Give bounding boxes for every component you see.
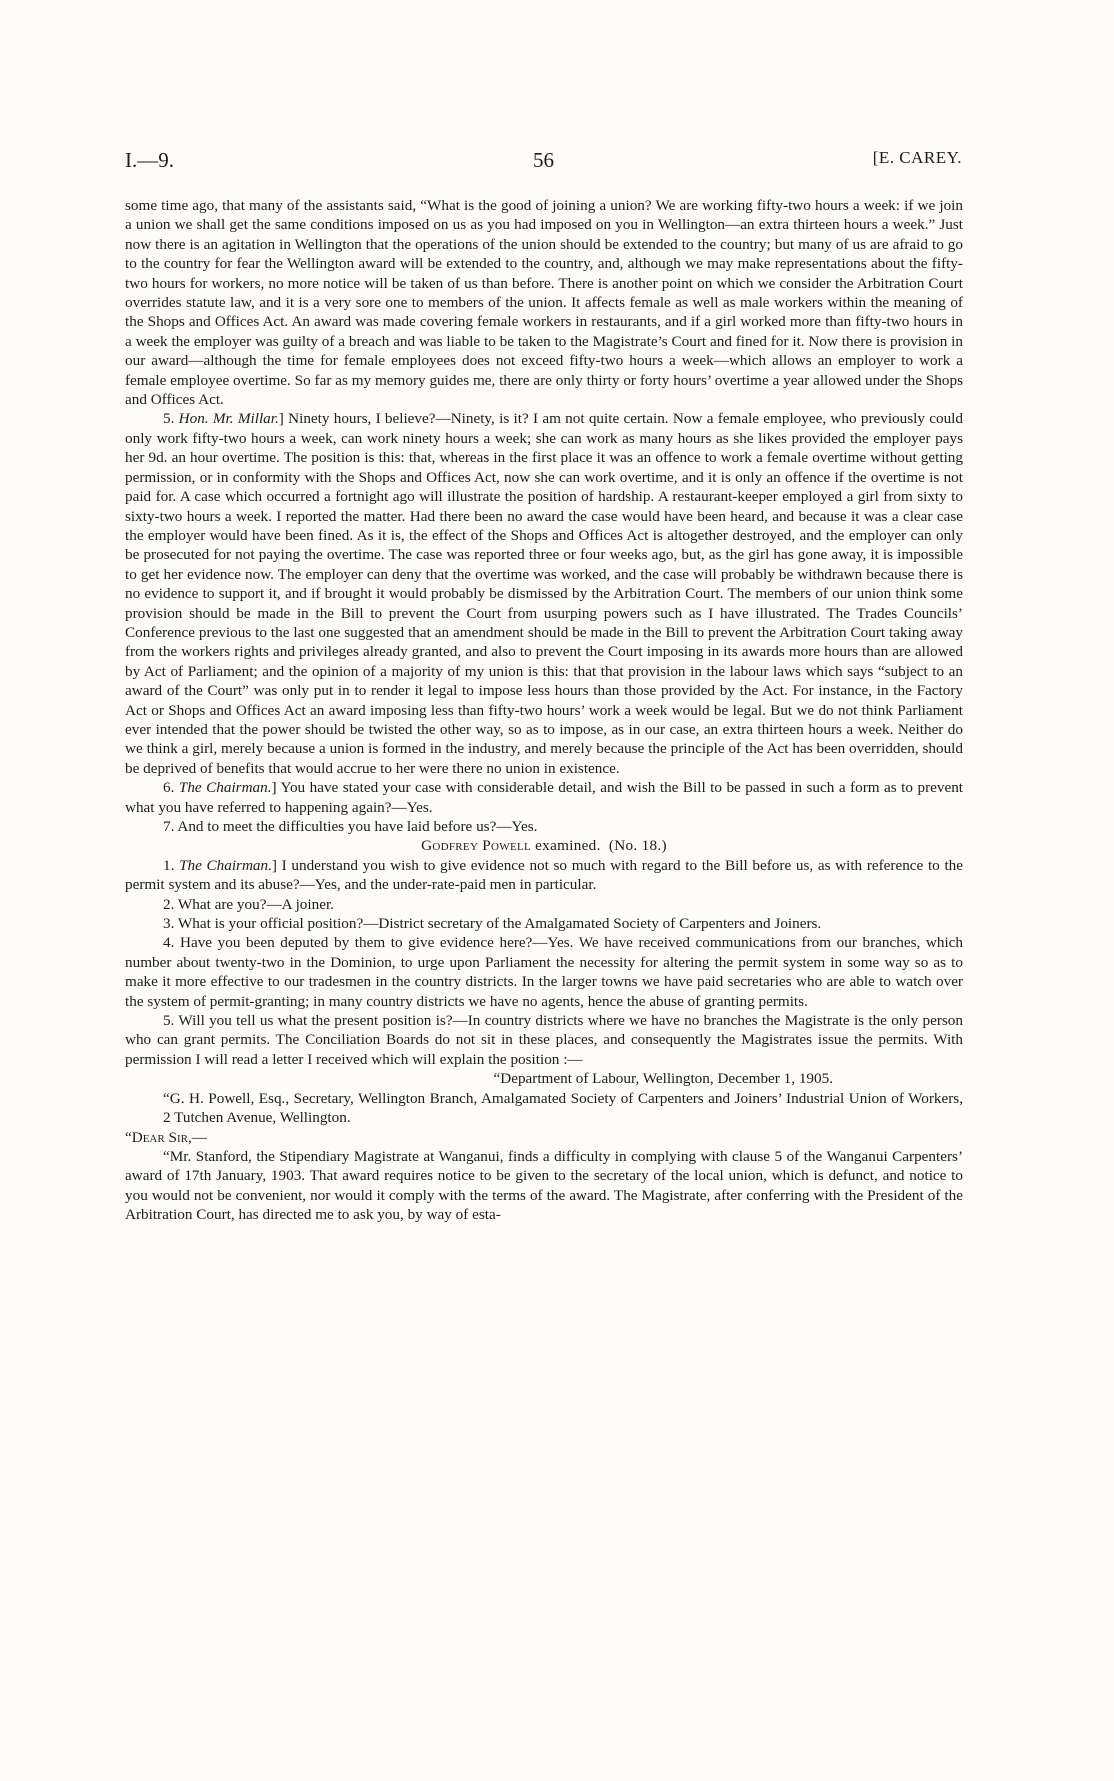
speaker-name: Hon. Mr. Millar. <box>178 410 279 428</box>
question-2-powell: 2. What are you?—A joiner. <box>163 895 334 913</box>
question-text: ] Ninety hours, I believe?—Ninety, is it? I am not quite certain. Now a female employee, who previously could only work fifty-two hours a week, can work ninety hours a week; she can work as many hours as she likes provided the employer pays her 9d. an hour overtime. The position is this: that, whereas in the first place it was an offence to work a female overtime without getting permission, or in conformity with the Shops and Offices Act, now she can work overtime, and it is only an offence if the overtime is not paid for. A case which occurred a fortnight ago will illustrate the position of hardship. A restaurant-keeper employed a girl from sixty to sixty-two hours a week. I reported the matter. Had there been no award the case would have been heard, and because it was a clear case the employer would have been fined. As it is, the effect of the Shops and Offices Act is altogether destroyed, and the employer can only be prosecuted for not paying the overtime. The case was reported three or four weeks ago, but, as the girl has gone away, it is impossible to get her evidence now. The employer can deny that the overtime was worked, and the case will probably be withdrawn because there is no evidence to support it, and if brought it would probably be dismissed by the Arbitration Court. The members of our union think some provision should be made in the Bill to prevent the Court from usurping powers such as I have illustrated. The Trades Councils’ Conference previous to the last one suggested that an amendment should be made in the Bill to prevent the Arbitration Court taking away from the workers rights and privileges already granted, and also to prevent the Court imposing in its awards more hours than are allowed by Act of Parliament; and the opinion of a majority of my union is this: that that provision in the labour laws which says “subject to an award of the Court” was only put in to render it legal to impose less hours than those provided by the Act. For instance, in the Factory Act or Shops and Offices Act an award imposing less than fifty-two hours’ work a week would be legal. But we do not think Parliament ever intended that the power should be twisted the other way, so as to impose, as in our case, an extra thirteen hours a week. Neither do we think a girl, merely because a union is formed in the industry, and merely because the principle of the Act has been overridden, should be deprived of benefits that would accrue to her were there no union in existence. <box>125 410 963 777</box>
witness-number: (No. 18.) <box>608 837 667 855</box>
page-number: 56 <box>533 148 554 172</box>
speaker-name: The Chairman. <box>179 856 272 874</box>
question-number: 5. <box>163 410 175 428</box>
question-3-powell: 3. What is your official position?—District secretary of the Amalgamated Society of Carpenters and Joiners. <box>163 915 822 933</box>
question-6-carey <box>125 778 963 817</box>
examined-label: examined. <box>535 837 601 855</box>
question-text: ] I understand you wish to give evidence not so much with regard to the Bill before us, as with reference to the permit system and its abuse?—Yes, and the under-rate-paid men in particular. <box>125 856 963 894</box>
parliamentary-reference: I.—9. <box>125 148 174 172</box>
question-number: 6. <box>163 779 175 797</box>
witness-name: Godfrey Powell <box>421 837 532 855</box>
witness-heading <box>125 836 963 855</box>
question-number: 1. <box>163 856 175 874</box>
letter-date: “Department of Labour, Wellington, December 1, 1905. <box>493 1070 833 1088</box>
intro-paragraph: some time ago, that many of the assistants said, “What is the good of joining a union? We are working fifty-two hours a week: if we join a union we shall get the same conditions imposed on us as you had imposed on you in Wellington—an extra thirteen hours a week.” Just now there is an agitation in Wellington that the operations of the union should be extended to the country; but many of us are afraid to go to the country for fear the Wellington award will be extended to the country, and, although we may make representations about the fifty-two hours for workers, no more notice will be taken of us than before. There is another point on which we consider the Arbitration Court overrides statute law, and it is a very sore one to members of the union. It affects female as well as male workers within the meaning of the Shops and Offices Act. An award was made covering female workers in restaurants, and if a girl worked more than fifty-two hours in a week the employer was guilty of a breach and was liable to be taken to the Magistrate’s Court and fined for it. Now there is provision in our award—although the time for female employees does not exceed fifty-two hours a week—which allows an employer to work a female employee overtime. So far as my memory guides me, there are only thirty or forty hours’ overtime a year allowed under the Shops and Offices Act. <box>125 197 963 409</box>
question-7-carey: 7. And to meet the difficulties you have laid before us?—Yes. <box>163 818 538 835</box>
letter-body: “Mr. Stanford, the Stipendiary Magistrate at Wanganui, finds a difficulty in complying with clause 5 of the Wanganui Carpenters’ award of 17th January, 1903. That award requires notice to be given to the secretary of the local union, which is defunct, and notice to you would not be convenient, nor would it comply with the terms of the award. The Magistrate, after conferring with the President of the Arbitration Court, has directed me to ask you, by way of esta- <box>125 1147 963 1224</box>
question-5-carey <box>125 409 963 778</box>
question-5-powell: 5. Will you tell us what the present position is?—In country districts where we have no branches the Magistrate is the only person who can grant permits. The Conciliation Boards do not sit in these places, and consequently the Magistrates issue the permits. With permission I will read a letter I received which will explain the position :— <box>125 1012 963 1068</box>
letter-address: “G. H. Powell, Esq., Secretary, Wellington Branch, Amalgamated Society of Carpenters and Joiners’ Industrial Union of Workers, 2 Tutchen Avenue, Wellington. <box>163 1089 963 1127</box>
body-text <box>125 196 963 1225</box>
question-text: ] You have stated your case with considerable detail, and wish the Bill to be passed in such a form as to prevent what you have referred to happening again?—Yes. <box>125 779 964 816</box>
question-1-powell <box>125 856 963 895</box>
witness-name-header: [E. CAREY. <box>872 148 962 167</box>
question-4-powell: 4. Have you been deputed by them to give evidence here?—Yes. We have received communications from our branches, which number about twenty-two in the Dominion, to urge upon Parliament the necessity for altering the permit system in some way so as to make it more effective to our tradesmen in the country districts. In the larger towns we have paid secretaries who are able to watch over the system of permit-granting; in many country districts we have no agents, hence the abuse of granting permits. <box>125 934 963 1010</box>
page-header <box>125 148 962 176</box>
letter-salutation: “Dear Sir,— <box>125 1128 207 1146</box>
speaker-name: The Chairman. <box>178 779 272 797</box>
